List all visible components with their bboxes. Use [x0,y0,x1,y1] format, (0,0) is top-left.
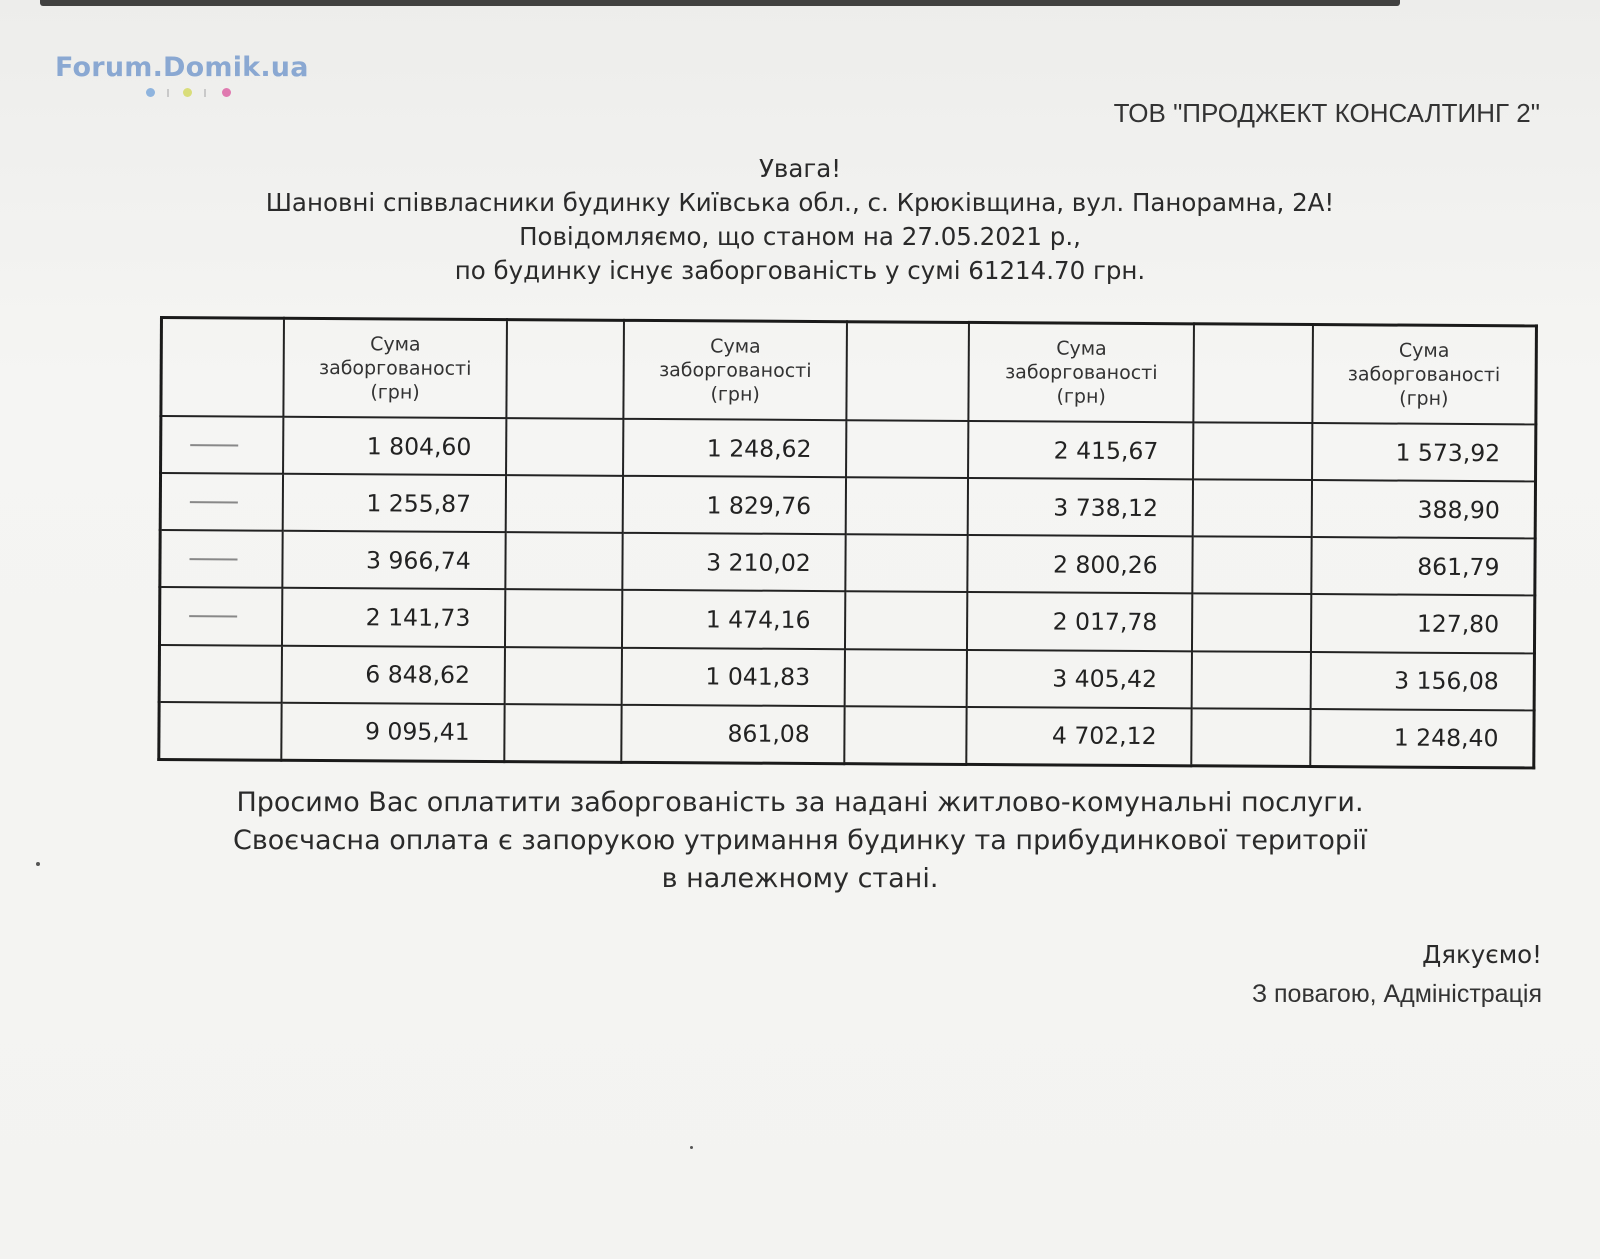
payment-request [0,784,1600,898]
header-blank-cell [1194,324,1313,423]
debt-amount-cell: 3 405,42 [967,650,1192,709]
notice-title: Увага! [758,154,842,183]
blank-cell [506,532,623,590]
blank-cell [846,477,968,535]
notice-total-debt: по будинку існує заборгованість у сумі 61214.70 грн. [454,256,1146,285]
debt-amount-cell: 2 141,73 [282,588,506,647]
blank-cell [160,530,283,588]
debt-amount-cell: 1 248,62 [623,419,847,478]
debt-amount-cell: 3 966,74 [282,531,506,590]
scan-speck [690,1146,693,1149]
debt-amount-cell: 3 210,02 [622,533,846,592]
header-text-line: заборгованості [318,356,472,380]
header-blank-cell [847,322,969,421]
header-blank-cell [161,318,284,417]
blank-cell [1192,537,1311,595]
blank-cell [846,420,968,478]
blank-cell [846,535,968,593]
debt-amount-cell: 3 156,08 [1310,652,1534,711]
request-line-3: в належному стані. [661,863,939,894]
header-text-line: заборгованості [659,359,812,382]
watermark-logo: Forum.Domik.ua [55,52,309,83]
debt-amount-cell: 127,80 [1311,595,1535,654]
thanks-text: Дякуємо! [1422,940,1542,969]
debt-amount-cell: 388,90 [1311,480,1535,539]
header-debt-sum-3 [969,322,1195,422]
table-row [160,530,1535,596]
blank-cell [159,702,282,760]
debt-amount-cell: 2 415,67 [968,421,1193,480]
notice-block [0,152,1600,288]
blank-cell [160,473,283,531]
blank-cell [504,704,621,762]
blank-cell [1191,708,1310,766]
regards-signature: З повагою, Адміністрація [1251,980,1542,1008]
watermark-dot-yellow [183,88,192,97]
blank-cell [505,590,622,648]
blank-cell [1192,651,1311,709]
debt-amount-cell: 1 255,87 [283,474,507,533]
debt-amount-cell: 1 804,60 [283,417,507,476]
header-text-line: Сума [710,335,761,358]
table-row [161,416,1536,482]
table-row [159,702,1534,768]
header-text-line: (грн) [1056,385,1106,408]
blank-cell [159,587,282,645]
pen-mark [190,501,238,503]
page-top-edge [40,0,1400,6]
blank-cell [506,475,623,533]
company-name: ТОВ "ПРОДЖЕКТ КОНСАЛТИНГ 2" [1113,98,1540,128]
debt-amount-cell: 1 474,16 [622,590,846,649]
blank-cell [1193,479,1312,537]
table-header-row [161,318,1537,425]
blank-cell [506,418,623,476]
request-line-2: Своєчасна оплата є запорукою утримання будинку та прибудинкової території [232,825,1368,856]
debt-table [157,316,1538,769]
table-row [159,645,1534,711]
debt-amount-cell: 3 738,12 [968,478,1193,537]
debt-amount-cell: 4 702,12 [966,707,1191,766]
header-text-line: (грн) [710,383,760,406]
header-text-line: заборгованості [1005,361,1158,385]
blank-cell [845,592,967,650]
header-text-line: Сума [1056,337,1107,360]
header-text-line: (грн) [1399,387,1449,410]
debt-amount-cell: 9 095,41 [281,703,505,762]
debt-amount-cell: 1 829,76 [623,476,847,535]
blank-cell [845,706,967,764]
header-text-line: Сума [370,333,421,356]
watermark-dot-pink [222,88,231,97]
header-debt-sum-4 [1312,325,1536,425]
header-blank-cell [507,320,624,419]
scan-speck [36,862,40,866]
debt-amount-cell: 861,08 [621,705,845,764]
notice-date-line: Повідомляємо, що станом на 27.05.2021 р., [519,222,1081,251]
header-text-line: Сума [1398,339,1450,362]
header-text-line: (грн) [370,381,420,404]
table-row [160,473,1535,539]
watermark-bar [204,89,206,97]
debt-amount-cell: 1 573,92 [1312,423,1536,482]
debt-amount-cell: 861,79 [1311,537,1535,596]
debt-amount-cell: 1 041,83 [622,647,846,706]
debt-amount-cell: 2 800,26 [967,535,1192,594]
header-debt-sum-2 [623,320,847,420]
notice-addressee: Шановні співвласники будинку Київська обл., с. Крюківщина, вул. Панорамна, 2А! [265,188,1335,217]
debt-amount-cell: 2 017,78 [967,592,1192,651]
watermark-bar [167,89,169,97]
watermark-dot-blue [146,88,155,97]
header-text-line: заборгованості [1347,363,1501,387]
pen-mark [189,615,237,617]
blank-cell [1193,422,1312,480]
blank-cell [161,416,284,474]
pen-mark [190,444,238,446]
header-debt-sum-1 [283,318,507,418]
blank-cell [505,647,622,705]
blank-cell [159,645,282,703]
pen-mark [190,558,238,560]
blank-cell [1192,594,1311,652]
debt-amount-cell: 6 848,62 [282,645,506,704]
debt-amount-cell: 1 248,40 [1310,709,1534,768]
blank-cell [845,649,967,707]
table-row [159,587,1534,653]
request-line-1: Просимо Вас оплатити заборгованість за надані житлово-комунальні послуги. [236,787,1364,818]
